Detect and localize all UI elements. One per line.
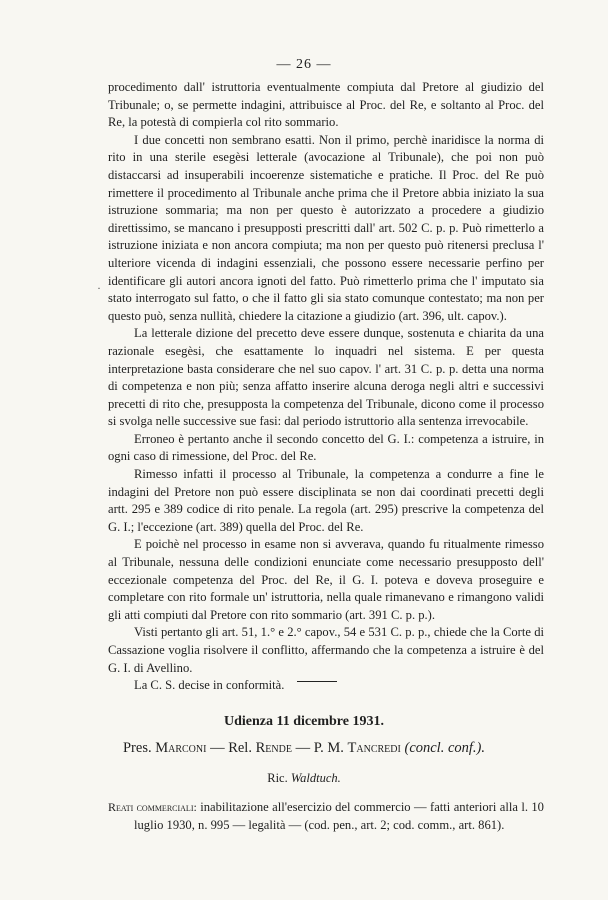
paragraph: I due concetti non sembrano esatti. Non il primo, perchè inaridisce la norma di rito in una sterile esegèsi letterale (avocazione al Tribunale), che poi non può distaccarsi ad insuperabili incoerenze sistematiche e pratiche. Il Proc. del Re può rimettere il procedimento al Tribunale anche prima che il Pretore abbia iniziato la sua istruzione sommaria; ma non per questo è autorizzato a procedere a giudizio direttissimo, se mancano i presupposti prescritti dall' art. 502 C. p. p. Può rimetterlo a istruzione iniziata e non ancora compiuta; ma non per questo può ritenersi preclusa l' ulteriore vicenda di indagini essenziali, che possono essere necessarie perfino per identificare gli autori ancora ignoti del fatto. Può rimetterlo prima che l' imputato sia stato interrogato sul fatto, o che il fatto gli sia stato comunque contestato; ma non per questo può, senza nullità, chiedere la citazione a giudizio (art. 396, ult. capov.). [108,132,544,323]
hearing-title: Udienza 11 dicembre 1931. [224,714,384,729]
paragraph: E poichè nel processo in esame non si avverava, quando fu ritualmente rimesso al Tribunale, nessuna delle condizioni enunciate come necessario presupposto dell' eccezionale competenza del Proc. del Re, il G. I. poteva e doveva proseguire e completare con rito formale un' istruttoria, nella quale rimanevano e rimangono validi gli atti compiuti dal Pretore con rito sommario (art. 391 C. p. p.). [108,537,544,622]
headnote-text-block [108,799,544,834]
paragraph: La letterale dizione del precetto deve essere dunque, sostenuta e chiarita da una razionale esegèsi, che esattamente lo inquadri nel sistema. E per questa interpretazione basta considerare che nel suo capov. l' art. 31 C. p. p. detta una norma di competenza e non più; senza affatto inserire alcuna deroga negli altri e successivi precetti di rito che, presupposta la competenza del Tribunale, dicono come il processo si svolga nelle successive sue fasi: dal periodo istruttorio alla sentenza irrevocabile. [108,326,544,429]
prosecutor-conclusion: (concl. conf.). [404,740,486,756]
margin-mark: · [97,281,101,295]
headnote-text: inabilitazione all'esercizio del commercio — fatti anteriori alla l. 10 luglio 1930, n. 995 — legalità — (cod. pen., art. 2; cod. comm., art. 861). [134,800,544,832]
paragraph: Visti pertanto gli art. 51, 1.° e 2.° capov., 54 e 531 C. p. p., chiede che la Corte di Cassazione voglia risolvere il conflitto, affermando che la competenza a istruire è del G. I. di Avellino. [108,625,544,675]
rapporteur-name: Rende [255,740,292,756]
main-text [108,79,544,695]
headnote-label: Reati commerciali: [108,800,197,814]
rapporteur-label: Rel. [228,740,252,756]
hearing-officials: Pres. Marconi — Rel. Rende — P. M. Tancredi (concl. conf.). [122,740,486,756]
paragraph: procedimento dall' istruttoria eventualmente compiuta dal Pretore al giudizio del Tribunale; o, se permette indagini, attribuisce al Proc. del Re, e soltanto al Proc. del Re, la potestà di compierla col rito sommario. [108,80,544,130]
page-number: — 26 — [276,57,332,72]
paragraph: Erroneo è pertanto anche il secondo concetto del G. I.: competenza a istruire, in ogni caso di rimessione, del Proc. del Re. [108,431,544,464]
section-divider [297,681,337,682]
appellant-line [0,771,608,786]
president-name: Marconi [155,740,207,756]
paragraph: Rimesso infatti il processo al Tribunale, la competenza a condurre a fine le indagini del Pretore non può essere disciplinata se non dai coordinati precetti degli artt. 295 e 389 codice di rito penale. La regola (art. 295) prescrive la competenza del G. I.; l'eccezione (art. 389) quella del Proc. del Re. [108,467,544,534]
prosecutor-name: Tancredi [347,740,401,756]
appellant-name: Waldtuch. [290,771,341,785]
president-label: Pres. [122,740,152,756]
appellant-label: Ric. [267,771,288,785]
paragraph: La C. S. decise in conformità. [134,678,285,693]
prosecutor-label: P. M. [313,740,344,756]
headnote [108,799,544,834]
